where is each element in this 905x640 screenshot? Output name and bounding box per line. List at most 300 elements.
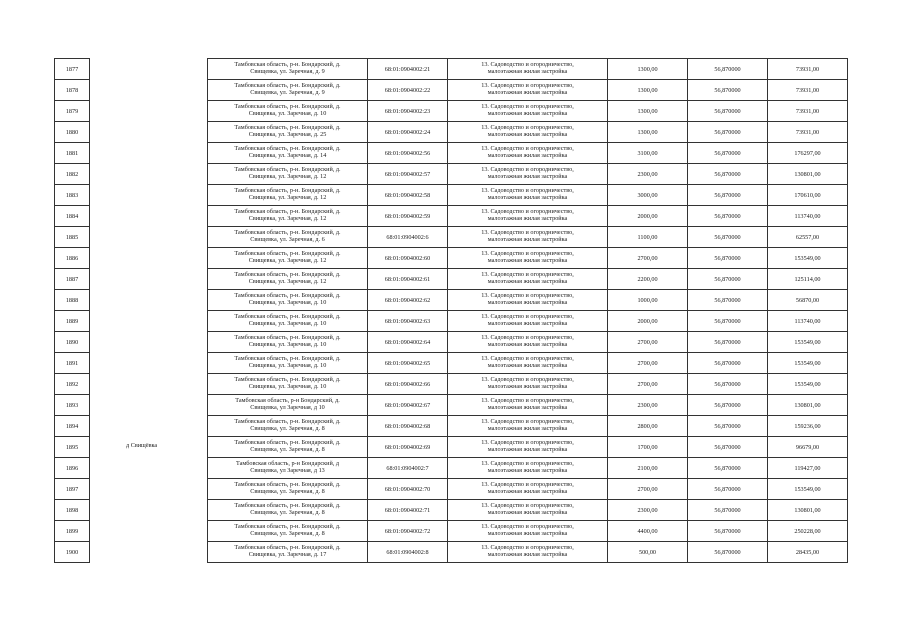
land-use-cell-line-2: малоэтажная жилая застройка — [487, 488, 568, 495]
address-cell-line-2: Свищевка, ул. Заречная, д. 25 — [248, 131, 327, 138]
table-row — [55, 248, 90, 269]
table-row — [208, 500, 848, 521]
address-cell — [208, 521, 368, 542]
table-row — [208, 353, 848, 374]
rate-cell: 56,870000 — [688, 227, 768, 248]
address-cell-line-2: Свищевка, ул. Заречная, д. 8 — [250, 530, 325, 537]
cadastral-value-cell: 73931,00 — [768, 101, 848, 122]
land-use-cell-line-2: малоэтажная жилая застройка — [487, 131, 568, 138]
area-cell: 2700,00 — [608, 353, 688, 374]
row-number: 1883 — [55, 185, 90, 206]
row-number: 1899 — [55, 521, 90, 542]
address-cell — [208, 164, 368, 185]
address-cell-line-1: Тамбовская область, р-н Бондарский, д — [235, 460, 340, 468]
rate-cell: 56,870000 — [688, 164, 768, 185]
area-cell: 2000,00 — [608, 206, 688, 227]
address-cell-line-1: Тамбовская область, р-н. Бондарский, д. — [234, 376, 341, 384]
cadastral-number-cell: 68:01:0904002:67 — [368, 395, 448, 416]
address-cell-line-2: Свищевка, ул. Заречная, д. 9 — [250, 89, 325, 96]
cadastral-value-cell: 250228,00 — [768, 521, 848, 542]
address-cell-line-2: Свищевка, ул Заречная, д 10 — [250, 404, 325, 411]
cadastral-value-cell: 153549,00 — [768, 332, 848, 353]
address-cell-line-2: Свищевка, ул. Заречная, д. 8 — [250, 446, 325, 453]
cadastral-value-cell: 130801,00 — [768, 395, 848, 416]
area-cell: 2700,00 — [608, 479, 688, 500]
cadastral-number-cell: 68:01:0904002:6 — [368, 227, 448, 248]
table-row — [208, 395, 848, 416]
table-row — [55, 101, 90, 122]
cadastral-number-cell: 68:01:0904002:21 — [368, 59, 448, 80]
cadastral-value-cell: 56870,00 — [768, 290, 848, 311]
area-cell: 1300,00 — [608, 101, 688, 122]
land-use-cell-line-2: малоэтажная жилая застройка — [487, 341, 568, 348]
address-cell-line-2: Свищевка, ул. Заречная, д. 12 — [248, 173, 327, 180]
row-number: 1878 — [55, 80, 90, 101]
cadastral-number-cell: 68:01:0904002:62 — [368, 290, 448, 311]
cadastral-number-cell: 68:01:0904002:22 — [368, 80, 448, 101]
land-use-cell-line-2: малоэтажная жилая застройка — [487, 551, 568, 558]
land-use-cell-line-1: 13. Садоводство и огородничество, — [481, 376, 574, 384]
cadastral-number-cell: 68:01:0904002:65 — [368, 353, 448, 374]
table-row — [208, 290, 848, 311]
address-cell-line-1: Тамбовская область, р-н. Бондарский, д. — [234, 334, 341, 342]
land-use-cell-line-1: 13. Садоводство и огородничество, — [481, 187, 574, 195]
land-plot-table — [207, 58, 848, 563]
address-cell — [208, 206, 368, 227]
land-use-cell-line-2: малоэтажная жилая застройка — [487, 383, 568, 390]
land-use-cell-line-2: малоэтажная жилая застройка — [487, 194, 568, 201]
land-use-cell — [448, 311, 608, 332]
rate-cell: 56,870000 — [688, 500, 768, 521]
address-cell — [208, 353, 368, 374]
area-cell: 2800,00 — [608, 416, 688, 437]
land-use-cell — [448, 248, 608, 269]
table-row — [55, 479, 90, 500]
land-use-cell-line-1: 13. Садоводство и огородничество, — [481, 103, 574, 111]
land-use-cell-line-1: 13. Садоводство и огородничество, — [481, 334, 574, 342]
table-row — [208, 59, 848, 80]
land-use-cell — [448, 80, 608, 101]
table-row — [55, 227, 90, 248]
table-row — [55, 122, 90, 143]
row-number: 1889 — [55, 311, 90, 332]
rate-cell: 56,870000 — [688, 143, 768, 164]
address-cell-line-2: Свищевка, ул. Заречная, д. 8 — [250, 488, 325, 495]
land-use-cell-line-1: 13. Садоводство и огородничество, — [481, 355, 574, 363]
cadastral-number-cell: 68:01:0904002:61 — [368, 269, 448, 290]
row-number: 1879 — [55, 101, 90, 122]
cadastral-number-cell: 68:01:0904002:66 — [368, 374, 448, 395]
table-row — [55, 437, 90, 458]
table-row — [55, 59, 90, 80]
rate-cell: 56,870000 — [688, 332, 768, 353]
row-number: 1886 — [55, 248, 90, 269]
address-cell — [208, 437, 368, 458]
table-row — [208, 542, 848, 563]
address-cell — [208, 122, 368, 143]
land-use-cell-line-1: 13. Садоводство и огородничество, — [481, 502, 574, 510]
land-use-cell-line-1: 13. Садоводство и огородничество, — [481, 250, 574, 258]
area-cell: 3100,00 — [608, 143, 688, 164]
land-use-cell — [448, 374, 608, 395]
cadastral-value-cell: 159236,00 — [768, 416, 848, 437]
row-number: 1881 — [55, 143, 90, 164]
rate-cell: 56,870000 — [688, 80, 768, 101]
cadastral-number-cell: 68:01:0904002:24 — [368, 122, 448, 143]
address-cell-line-1: Тамбовская область, р-н. Бондарский, д. — [234, 502, 341, 510]
cadastral-value-cell: 130801,00 — [768, 164, 848, 185]
rate-cell: 56,870000 — [688, 311, 768, 332]
area-cell: 1300,00 — [608, 80, 688, 101]
rate-cell: 56,870000 — [688, 458, 768, 479]
row-number: 1892 — [55, 374, 90, 395]
cadastral-number-cell: 68:01:0904002:8 — [368, 542, 448, 563]
address-cell-line-1: Тамбовская область, р-н. Бондарский, д. — [234, 523, 341, 531]
address-cell — [208, 332, 368, 353]
table-row — [208, 374, 848, 395]
table-row — [55, 206, 90, 227]
land-use-cell — [448, 458, 608, 479]
table-row — [208, 458, 848, 479]
cadastral-value-cell: 113740,00 — [768, 311, 848, 332]
land-use-cell-line-1: 13. Садоводство и огородничество, — [481, 313, 574, 321]
row-number: 1882 — [55, 164, 90, 185]
land-use-cell-line-2: малоэтажная жилая застройка — [487, 257, 568, 264]
land-use-cell — [448, 542, 608, 563]
land-use-cell-line-1: 13. Садоводство и огородничество, — [481, 271, 574, 279]
cadastral-number-cell: 68:01:0904002:56 — [368, 143, 448, 164]
address-cell-line-2: Свищевка, ул. Заречная, д. 8 — [250, 425, 325, 432]
land-use-cell-line-2: малоэтажная жилая застройка — [487, 509, 568, 516]
land-use-cell-line-1: 13. Садоводство и огородничество, — [481, 166, 574, 174]
land-use-cell-line-2: малоэтажная жилая застройка — [487, 215, 568, 222]
address-cell — [208, 458, 368, 479]
table-row — [208, 185, 848, 206]
table-row — [208, 416, 848, 437]
rate-cell: 56,870000 — [688, 248, 768, 269]
land-use-cell — [448, 122, 608, 143]
rate-cell: 56,870000 — [688, 185, 768, 206]
land-use-cell-line-1: 13. Садоводство и огородничество, — [481, 439, 574, 447]
address-cell-line-1: Тамбовская область, р-н. Бондарский, д. — [234, 355, 341, 363]
rate-cell: 56,870000 — [688, 122, 768, 143]
table-row — [55, 185, 90, 206]
rate-cell: 56,870000 — [688, 290, 768, 311]
land-use-cell — [448, 353, 608, 374]
address-cell-line-2: Свищевка, ул. Заречная, д. 12 — [248, 278, 327, 285]
land-use-cell — [448, 227, 608, 248]
land-use-cell-line-2: малоэтажная жилая застройка — [487, 89, 568, 96]
land-use-cell — [448, 332, 608, 353]
address-cell-line-1: Тамбовская область, р-н. Бондарский, д. — [234, 124, 341, 132]
address-cell-line-1: Тамбовская область, р-н. Бондарский, д. — [234, 145, 341, 153]
row-number: 1896 — [55, 458, 90, 479]
address-cell-line-2: Свищевка, ул. Заречная, д. 12 — [248, 194, 327, 201]
rate-cell: 56,870000 — [688, 395, 768, 416]
area-cell: 2000,00 — [608, 311, 688, 332]
land-use-cell — [448, 395, 608, 416]
land-use-cell — [448, 206, 608, 227]
area-cell: 2300,00 — [608, 164, 688, 185]
address-cell — [208, 101, 368, 122]
row-number: 1893 — [55, 395, 90, 416]
table-row — [208, 80, 848, 101]
table-row — [55, 416, 90, 437]
row-number: 1887 — [55, 269, 90, 290]
row-number: 1895 — [55, 437, 90, 458]
table-row — [55, 395, 90, 416]
address-cell — [208, 479, 368, 500]
cadastral-number-cell: 68:01:0904002:71 — [368, 500, 448, 521]
address-cell-line-2: Свищевка, ул. Заречная, д. 10 — [248, 362, 327, 369]
address-cell — [208, 59, 368, 80]
table-row — [55, 290, 90, 311]
address-cell — [208, 395, 368, 416]
land-use-cell-line-1: 13. Садоводство и огородничество, — [481, 124, 574, 132]
address-cell-line-1: Тамбовская область, р-н. Бондарский, д. — [234, 250, 341, 258]
table-row — [208, 332, 848, 353]
land-use-cell-line-2: малоэтажная жилая застройка — [487, 446, 568, 453]
land-use-cell — [448, 143, 608, 164]
land-use-cell — [448, 185, 608, 206]
rate-cell: 56,870000 — [688, 206, 768, 227]
area-cell: 1300,00 — [608, 59, 688, 80]
cadastral-value-cell: 153549,00 — [768, 353, 848, 374]
table-row — [208, 479, 848, 500]
address-cell-line-1: Тамбовская область, р-н. Бондарский, д. — [234, 103, 341, 111]
table-row — [55, 374, 90, 395]
cadastral-number-cell: 68:01:0904002:64 — [368, 332, 448, 353]
area-cell: 2200,00 — [608, 269, 688, 290]
address-cell-line-1: Тамбовская область, р-н. Бондарский, д. — [234, 439, 341, 447]
cadastral-value-cell: 73931,00 — [768, 59, 848, 80]
land-use-cell-line-1: 13. Садоводство и огородничество, — [481, 544, 574, 552]
table-row — [55, 353, 90, 374]
land-use-cell-line-1: 13. Садоводство и огородничество, — [481, 145, 574, 153]
row-number: 1894 — [55, 416, 90, 437]
address-cell-line-2: Свищевка, ул. Заречная, д. 8 — [250, 509, 325, 516]
area-cell: 500,00 — [608, 542, 688, 563]
cadastral-value-cell: 73931,00 — [768, 80, 848, 101]
land-use-cell-line-2: малоэтажная жилая застройка — [487, 362, 568, 369]
land-use-cell-line-2: малоэтажная жилая застройка — [487, 152, 568, 159]
address-cell-line-2: Свищевка, ул. Заречная, д. 10 — [248, 110, 327, 117]
land-use-cell — [448, 479, 608, 500]
table-row — [208, 101, 848, 122]
land-use-cell-line-1: 13. Садоводство и огородничество, — [481, 418, 574, 426]
cadastral-value-cell: 130801,00 — [768, 500, 848, 521]
cadastral-value-cell: 153549,00 — [768, 374, 848, 395]
row-number-table — [54, 58, 90, 563]
area-cell: 1300,00 — [608, 122, 688, 143]
address-cell-line-1: Тамбовская область, р-н. Бондарский, д. — [234, 313, 341, 321]
row-number: 1900 — [55, 542, 90, 563]
land-use-cell-line-1: 13. Садоводство и огородничество, — [481, 208, 574, 216]
area-cell: 2300,00 — [608, 500, 688, 521]
address-cell-line-2: Свищевка, ул. Заречная, д. 14 — [248, 152, 327, 159]
row-number: 1884 — [55, 206, 90, 227]
cadastral-number-cell: 68:01:0904002:7 — [368, 458, 448, 479]
table-row — [208, 122, 848, 143]
cadastral-value-cell: 96679,00 — [768, 437, 848, 458]
cadastral-number-cell: 68:01:0904002:23 — [368, 101, 448, 122]
row-number: 1897 — [55, 479, 90, 500]
rate-cell: 56,870000 — [688, 437, 768, 458]
rate-cell: 56,870000 — [688, 269, 768, 290]
settlement-label: д Свищёвка — [126, 442, 158, 449]
row-number: 1890 — [55, 332, 90, 353]
table-row — [208, 164, 848, 185]
table-row — [208, 521, 848, 542]
address-cell — [208, 500, 368, 521]
land-use-cell-line-2: малоэтажная жилая застройка — [487, 425, 568, 432]
table-row — [55, 80, 90, 101]
row-number: 1880 — [55, 122, 90, 143]
address-cell — [208, 290, 368, 311]
land-use-cell-line-2: малоэтажная жилая застройка — [487, 173, 568, 180]
row-number: 1891 — [55, 353, 90, 374]
address-cell-line-1: Тамбовская область, р-н. Бондарский, д. — [234, 544, 341, 552]
table-row — [208, 437, 848, 458]
land-use-cell-line-2: малоэтажная жилая застройка — [487, 299, 568, 306]
cadastral-number-cell: 68:01:0904002:63 — [368, 311, 448, 332]
row-number: 1877 — [55, 59, 90, 80]
cadastral-value-cell: 125114,00 — [768, 269, 848, 290]
address-cell — [208, 416, 368, 437]
address-cell-line-2: Свищевка, ул. Заречная, д. 10 — [248, 383, 327, 390]
cadastral-value-cell: 73931,00 — [768, 122, 848, 143]
area-cell: 1000,00 — [608, 290, 688, 311]
row-number: 1888 — [55, 290, 90, 311]
land-use-cell — [448, 500, 608, 521]
land-use-cell-line-2: малоэтажная жилая застройка — [487, 236, 568, 243]
rate-cell: 56,870000 — [688, 542, 768, 563]
land-use-cell-line-1: 13. Садоводство и огородничество, — [481, 61, 574, 69]
table-row — [55, 311, 90, 332]
address-cell-line-1: Тамбовская область, р-н. Бондарский, д. — [234, 187, 341, 195]
area-cell: 2100,00 — [608, 458, 688, 479]
table-row — [55, 143, 90, 164]
address-cell-line-1: Тамбовская область, р-н. Бондарский, д. — [234, 481, 341, 489]
address-cell-line-1: Тамбовская область, р-н. Бондарский, д. — [234, 292, 341, 300]
land-use-cell — [448, 521, 608, 542]
address-cell-line-2: Свищевка, ул. Заречная, д. 9 — [250, 68, 325, 75]
table-row — [55, 458, 90, 479]
cadastral-value-cell: 153549,00 — [768, 248, 848, 269]
row-number: 1885 — [55, 227, 90, 248]
land-use-cell — [448, 59, 608, 80]
cadastral-number-cell: 68:01:0904002:58 — [368, 185, 448, 206]
land-use-cell-line-2: малоэтажная жилая застройка — [487, 110, 568, 117]
address-cell — [208, 227, 368, 248]
address-cell-line-2: Свищевка, ул Заречная, д 13 — [250, 467, 325, 474]
land-use-cell-line-1: 13. Садоводство и огородничество, — [481, 292, 574, 300]
cadastral-number-cell: 68:01:0904002:72 — [368, 521, 448, 542]
table-row — [55, 542, 90, 563]
land-use-cell-line-2: малоэтажная жилая застройка — [487, 530, 568, 537]
land-use-cell-line-1: 13. Садоводство и огородничество, — [481, 82, 574, 90]
land-use-cell — [448, 101, 608, 122]
cadastral-value-cell: 170610,00 — [768, 185, 848, 206]
cadastral-value-cell: 119427,00 — [768, 458, 848, 479]
cadastral-value-cell: 153549,00 — [768, 479, 848, 500]
table-row — [55, 332, 90, 353]
land-use-cell — [448, 437, 608, 458]
rate-cell: 56,870000 — [688, 374, 768, 395]
table-row — [208, 248, 848, 269]
address-cell-line-1: Тамбовская область, р-н. Бондарский, д. — [234, 166, 341, 174]
address-cell-line-2: Свищевка, ул. Заречная, д. 12 — [248, 215, 327, 222]
address-cell — [208, 80, 368, 101]
area-cell: 2700,00 — [608, 374, 688, 395]
land-use-cell-line-2: малоэтажная жилая застройка — [487, 467, 568, 474]
address-cell-line-2: Свищевка, ул. Заречная, д. 10 — [248, 320, 327, 327]
cadastral-number-cell: 68:01:0904002:70 — [368, 479, 448, 500]
land-use-cell — [448, 164, 608, 185]
area-cell: 2700,00 — [608, 332, 688, 353]
cadastral-value-cell: 113740,00 — [768, 206, 848, 227]
address-cell-line-1: Тамбовская область, р-н Бондарский, д. — [235, 397, 340, 405]
cadastral-value-cell: 176297,00 — [768, 143, 848, 164]
area-cell: 3000,00 — [608, 185, 688, 206]
area-cell: 4400,00 — [608, 521, 688, 542]
area-cell: 1700,00 — [608, 437, 688, 458]
land-use-cell-line-2: малоэтажная жилая застройка — [487, 320, 568, 327]
cadastral-number-cell: 68:01:0904002:57 — [368, 164, 448, 185]
address-cell-line-1: Тамбовская область, р-н. Бондарский, д. — [234, 208, 341, 216]
table-row — [55, 500, 90, 521]
rate-cell: 56,870000 — [688, 521, 768, 542]
land-use-cell-line-2: малоэтажная жилая застройка — [487, 404, 568, 411]
land-use-cell-line-2: малоэтажная жилая застройка — [487, 278, 568, 285]
table-row — [55, 269, 90, 290]
cadastral-number-cell: 68:01:0904002:59 — [368, 206, 448, 227]
land-use-cell-line-1: 13. Садоводство и огородничество, — [481, 460, 574, 468]
area-cell: 1100,00 — [608, 227, 688, 248]
table-row — [208, 206, 848, 227]
address-cell — [208, 374, 368, 395]
row-number: 1898 — [55, 500, 90, 521]
rate-cell: 56,870000 — [688, 59, 768, 80]
land-use-cell — [448, 269, 608, 290]
address-cell-line-2: Свищевка, ул. Заречная, д. 6 — [250, 236, 325, 243]
address-cell — [208, 269, 368, 290]
cadastral-value-cell: 62557,00 — [768, 227, 848, 248]
rate-cell: 56,870000 — [688, 479, 768, 500]
land-use-cell-line-1: 13. Садоводство и огородничество, — [481, 397, 574, 405]
address-cell — [208, 542, 368, 563]
table-row — [208, 143, 848, 164]
address-cell-line-1: Тамбовская область, р-н. Бондарский, д. — [234, 271, 341, 279]
area-cell: 2700,00 — [608, 248, 688, 269]
land-use-cell-line-1: 13. Садоводство и огородничество, — [481, 229, 574, 237]
rate-cell: 56,870000 — [688, 416, 768, 437]
address-cell — [208, 248, 368, 269]
address-cell-line-1: Тамбовская область, р-н. Бондарский, д. — [234, 61, 341, 69]
land-use-cell — [448, 416, 608, 437]
address-cell — [208, 311, 368, 332]
area-cell: 2300,00 — [608, 395, 688, 416]
land-use-cell — [448, 290, 608, 311]
address-cell-line-2: Свищевка, ул. Заречная, д. 10 — [248, 341, 327, 348]
cadastral-value-cell: 28435,00 — [768, 542, 848, 563]
table-row — [208, 311, 848, 332]
address-cell-line-1: Тамбовская область, р-н. Бондарский, д. — [234, 229, 341, 237]
address-cell-line-2: Свищевка, ул. Заречная, д. 17 — [248, 551, 327, 558]
land-use-cell-line-1: 13. Садоводство и огородничество, — [481, 523, 574, 531]
address-cell — [208, 143, 368, 164]
address-cell-line-1: Тамбовская область, р-н. Бондарский, д. — [234, 82, 341, 90]
